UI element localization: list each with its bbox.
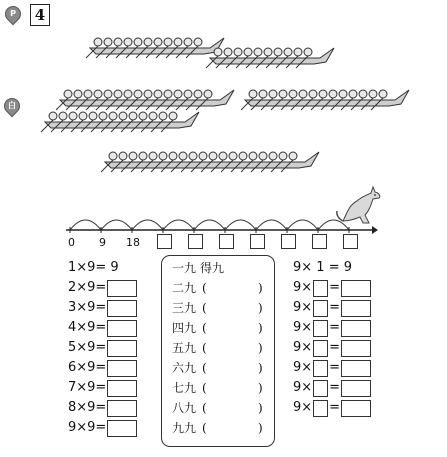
rower xyxy=(189,152,197,160)
rower xyxy=(199,152,207,160)
equals-sign: = xyxy=(329,400,341,415)
rower xyxy=(239,152,247,160)
factor-box[interactable] xyxy=(313,340,328,357)
rower xyxy=(359,90,367,98)
reverse-multiplication-row xyxy=(293,378,371,398)
rower xyxy=(219,152,227,160)
rower xyxy=(134,38,142,46)
rhyme-paren-open: ( xyxy=(202,361,207,375)
lesson-number-badge: 4 xyxy=(30,4,50,26)
equals-sign: = xyxy=(329,280,341,295)
rower xyxy=(64,90,72,98)
multiplication-expression: 4×9= xyxy=(68,320,107,335)
rower xyxy=(379,90,387,98)
rhyme-paren-close: ) xyxy=(258,361,263,375)
answer-box[interactable] xyxy=(107,380,137,397)
equals-sign: = xyxy=(329,340,341,355)
rhyme-paren-close: ) xyxy=(258,401,263,415)
multiplication-row xyxy=(68,278,137,298)
multiplication-expression: 5×9= xyxy=(68,340,107,355)
rhyme-paren-close: ) xyxy=(258,421,263,435)
rower xyxy=(154,90,162,98)
rhyme-paren-open: ( xyxy=(202,321,207,335)
rower xyxy=(264,48,272,56)
rower xyxy=(134,90,142,98)
multiplication-row xyxy=(68,398,137,418)
rower xyxy=(329,90,337,98)
multiplication-expression: 6×9= xyxy=(68,360,107,375)
hop-arc xyxy=(194,220,225,230)
multiplication-row xyxy=(68,318,137,338)
hop-arc xyxy=(132,220,163,230)
rower xyxy=(369,90,377,98)
rower xyxy=(194,90,202,98)
product-box[interactable] xyxy=(341,380,371,397)
rower xyxy=(129,152,137,160)
factor-box[interactable] xyxy=(313,300,328,317)
number-line-answer-box[interactable] xyxy=(188,234,203,249)
rower xyxy=(279,90,287,98)
rower xyxy=(124,38,132,46)
number-line-answer-box[interactable] xyxy=(250,234,265,249)
answer-box[interactable] xyxy=(107,360,137,377)
rower xyxy=(184,38,192,46)
equals-sign: = xyxy=(329,300,341,315)
rower xyxy=(119,112,127,120)
rhyme-value: 得九 xyxy=(200,261,225,275)
answer-box[interactable] xyxy=(107,400,137,417)
rower xyxy=(244,48,252,56)
rhyme-answer-blank[interactable] xyxy=(212,318,256,336)
rhyme-answer-blank[interactable] xyxy=(212,378,256,396)
rhyme-paren-open: ( xyxy=(202,401,207,415)
rower xyxy=(249,90,257,98)
rower xyxy=(284,48,292,56)
rhyme-prefix: 一九 xyxy=(172,261,197,275)
rower xyxy=(279,152,287,160)
rower xyxy=(209,152,217,160)
answer-box[interactable] xyxy=(107,340,137,357)
reverse-multiplication-row xyxy=(293,318,371,338)
rower xyxy=(254,48,262,56)
hop-arc xyxy=(318,220,349,230)
rower xyxy=(174,38,182,46)
rower xyxy=(59,112,67,120)
rower xyxy=(259,152,267,160)
rower xyxy=(144,90,152,98)
rhyme-line xyxy=(172,378,272,398)
rhyme-line xyxy=(172,418,272,438)
multiplication-expression: 9×9= xyxy=(68,420,107,435)
rhyme-paren-open: ( xyxy=(202,421,207,435)
rower xyxy=(74,90,82,98)
product-box[interactable] xyxy=(341,320,371,337)
answer-box[interactable] xyxy=(107,300,137,317)
rower xyxy=(84,90,92,98)
number-line-label: 0 xyxy=(68,236,75,249)
rhyme-paren-open: ( xyxy=(202,301,207,315)
number-line-answer-box[interactable] xyxy=(343,234,358,249)
rower xyxy=(89,112,97,120)
rower xyxy=(94,90,102,98)
reverse-multiplication-column xyxy=(293,258,371,418)
answer-box[interactable] xyxy=(107,320,137,337)
factor-prefix: 9× xyxy=(293,380,313,395)
product-box[interactable] xyxy=(341,300,371,317)
rhyme-line xyxy=(172,318,272,338)
rower xyxy=(179,152,187,160)
rhyme-line xyxy=(172,358,272,378)
rower xyxy=(249,152,257,160)
factor-prefix: 9× xyxy=(293,300,313,315)
rhyme-line xyxy=(172,278,272,298)
pin-glyph-side: 白 xyxy=(8,101,16,110)
rower xyxy=(229,152,237,160)
multiplication-expression: 3×9= xyxy=(68,300,107,315)
rower xyxy=(104,38,112,46)
multiplication-row xyxy=(68,298,137,318)
rower xyxy=(214,48,222,56)
reverse-multiplication-row xyxy=(293,338,371,358)
equals-sign: = xyxy=(329,360,341,375)
rower xyxy=(289,152,297,160)
hop-arc xyxy=(287,220,318,230)
hop-arc xyxy=(101,220,132,230)
rower xyxy=(149,112,157,120)
number-line-answer-box[interactable] xyxy=(312,234,327,249)
multiplication-row xyxy=(68,418,137,438)
equals-sign: = xyxy=(329,320,341,335)
rower xyxy=(304,48,312,56)
dragon-boat-illustration xyxy=(0,0,447,180)
rhyme-line xyxy=(172,298,272,318)
multiplication-column xyxy=(68,258,137,438)
number-line-label: 18 xyxy=(126,236,140,249)
rhyme-paren-close: ) xyxy=(258,321,263,335)
rower xyxy=(99,112,107,120)
rower xyxy=(289,90,297,98)
multiplication-expression: 8×9= xyxy=(68,400,107,415)
factor-box[interactable] xyxy=(313,380,328,397)
factor-prefix: 9× xyxy=(293,340,313,355)
rower xyxy=(294,48,302,56)
rower xyxy=(149,152,157,160)
product-box[interactable] xyxy=(341,360,371,377)
product-box[interactable] xyxy=(341,280,371,297)
rhyme-paren-close: ) xyxy=(258,281,263,295)
rower xyxy=(159,152,167,160)
number-line xyxy=(60,205,380,235)
multiplication-answer: 9 xyxy=(110,260,119,275)
rower xyxy=(234,48,242,56)
number-line-answer-box[interactable] xyxy=(157,234,172,249)
rower xyxy=(159,112,167,120)
rhyme-answer-blank[interactable] xyxy=(212,358,256,376)
rhyme-answer-blank[interactable] xyxy=(212,338,256,356)
number-line-answer-box[interactable] xyxy=(219,234,234,249)
hop-arc xyxy=(163,220,194,230)
rower xyxy=(104,90,112,98)
rower xyxy=(169,152,177,160)
factor-box[interactable] xyxy=(313,400,328,417)
rower xyxy=(309,90,317,98)
rower xyxy=(109,152,117,160)
rower xyxy=(269,90,277,98)
hop-arc xyxy=(256,220,287,230)
rhyme-prefix: 七九 xyxy=(172,381,197,395)
rower xyxy=(194,38,202,46)
rower xyxy=(169,112,177,120)
rower xyxy=(49,112,57,120)
rower xyxy=(164,90,172,98)
rhyme-answer-blank[interactable] xyxy=(212,398,256,416)
rhyme-line xyxy=(172,258,272,278)
reverse-multiplication-example: 9× 1 = 9 xyxy=(293,260,352,275)
rower xyxy=(339,90,347,98)
rhyme-paren-close: ) xyxy=(258,381,263,395)
hop-arc xyxy=(70,220,101,230)
rhyme-paren-close: ) xyxy=(258,341,263,355)
rhyme-paren-open: ( xyxy=(202,381,207,395)
rower xyxy=(259,90,267,98)
rower xyxy=(274,48,282,56)
factor-box[interactable] xyxy=(313,360,328,377)
number-line-label: 9 xyxy=(99,236,106,249)
product-box[interactable] xyxy=(341,340,371,357)
rower xyxy=(124,90,132,98)
multiplication-expression: 7×9= xyxy=(68,380,107,395)
rhyme-line xyxy=(172,398,272,418)
multiplication-expression: 2×9= xyxy=(68,280,107,295)
factor-box[interactable] xyxy=(313,320,328,337)
rower xyxy=(319,90,327,98)
reverse-multiplication-row xyxy=(293,358,371,378)
reverse-multiplication-row xyxy=(293,398,371,418)
answer-box[interactable] xyxy=(107,280,137,297)
rower xyxy=(114,90,122,98)
answer-box[interactable] xyxy=(107,420,137,437)
rower xyxy=(164,38,172,46)
multiplication-row xyxy=(68,338,137,358)
rhyme-answer-blank[interactable] xyxy=(212,278,256,296)
multiplication-row xyxy=(68,358,137,378)
factor-prefix: 9× xyxy=(293,280,313,295)
multiplication-expression: 1×9= xyxy=(68,260,107,275)
hop-arc xyxy=(225,220,256,230)
rhyme-paren-open: ( xyxy=(202,281,207,295)
reverse-multiplication-row xyxy=(293,298,371,318)
number-line-answer-box[interactable] xyxy=(281,234,296,249)
rower xyxy=(114,38,122,46)
factor-prefix: 9× xyxy=(293,360,313,375)
rower xyxy=(204,90,212,98)
rhyme-paren-open: ( xyxy=(202,341,207,355)
rower xyxy=(79,112,87,120)
factor-prefix: 9× xyxy=(293,400,313,415)
rower xyxy=(299,90,307,98)
reverse-multiplication-row xyxy=(293,278,371,298)
rower xyxy=(269,152,277,160)
rower xyxy=(94,38,102,46)
multiplication-row xyxy=(68,258,137,278)
factor-prefix: 9× xyxy=(293,320,313,335)
rower xyxy=(184,90,192,98)
number-line-arrow xyxy=(372,226,378,234)
rower xyxy=(144,38,152,46)
rhyme-prefix: 九九 xyxy=(172,421,197,435)
rhyme-prefix: 四九 xyxy=(172,321,197,335)
rower xyxy=(109,112,117,120)
rhyme-paren-close: ) xyxy=(258,301,263,315)
multiplication-row xyxy=(68,378,137,398)
rhyme-answer-blank[interactable] xyxy=(212,298,256,316)
rower xyxy=(174,90,182,98)
rower xyxy=(119,152,127,160)
pin-glyph: P xyxy=(10,9,16,18)
rower xyxy=(139,152,147,160)
rower xyxy=(69,112,77,120)
factor-box[interactable] xyxy=(313,280,328,297)
rhyme-prefix: 六九 xyxy=(172,361,197,375)
rhyme-list xyxy=(172,258,272,438)
equals-sign: = xyxy=(329,380,341,395)
rower xyxy=(224,48,232,56)
rhyme-prefix: 八九 xyxy=(172,401,197,415)
rhyme-line xyxy=(172,338,272,358)
rower xyxy=(154,38,162,46)
rhyme-answer-blank[interactable] xyxy=(212,418,256,436)
rower xyxy=(139,112,147,120)
rower xyxy=(129,112,137,120)
rhyme-prefix: 二九 xyxy=(172,281,197,295)
rhyme-prefix: 三九 xyxy=(172,301,197,315)
rower xyxy=(349,90,357,98)
rhyme-prefix: 五九 xyxy=(172,341,197,355)
product-box[interactable] xyxy=(341,400,371,417)
